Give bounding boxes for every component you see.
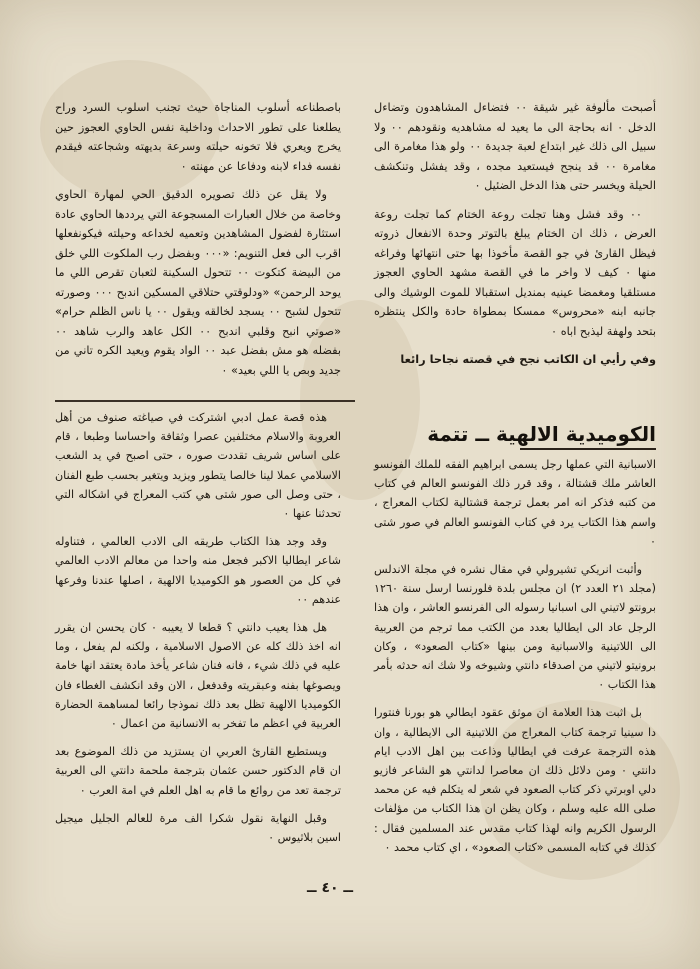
paragraph: وقد وجد هذا الكتاب طريقه الى الادب العالمي ، فتناوله شاعر ايطاليا الاكبر فجعل منه واحدا من معالم الادب العالمي في كل من العصور هو الكوميديا الالهية ، اصلها عندنا وفرعها عندهم ٠٠ [55, 535, 341, 606]
paragraph: الاسبانية التي عملها رجل يسمى ابراهيم الفقه للملك الفونسو العاشر ملك قشتالة ، وقد قرر ذلك الفونسو العالم في كتاب من كتبه فذكر انه امر بعمل ترجمة قشتالية لكتاب المعراج ، واسم هذا الكتاب يرد في كتاب الفونسو العالم في صور شتى ٠ [374, 458, 656, 548]
paragraph: وأثبت انريكي تشيرولي في مقال نشره في مجلة الاندلس (مجلد ٢١ العدد ٢) ان مجلس بلدة فلورنسا ارسل سنة ١٢٦٠ برونتو لاتيني الى اسبانيا رسوله الى الفرنسو العاشر ، وان هذا الرجل عاد الى ايطاليا بعدد من الكتب مما ترجم من العربية الى اللاتينية والاسبانية ومن بينها «كتاب الصعود» ، وكان برونيتو لاتيني من اصدقاء دانتي وشيوخه ولا شك انه حدثه بأمر هذا الكتاب ٠ [374, 563, 656, 692]
paragraph: هذه قصة عمل ادبي اشتركت في صياغته صنوف من أهل العروبة والاسلام مختلفين عصرا وثقافة واحساسا وطبعا ، قام على اساس شريف تقددت صوره ، حتى اصبح في يد الشعب الاسلامي عملا لينا خالصا يتطور ويزيد ويتغير بحسب طبع الفنان ، حتى وصل الى صور شتى هي كتب المعراج في اشكاله التي تحدثنا عنها ٠ [55, 411, 341, 521]
paragraph: وفي رأيي ان الكاتب نجح في قصته نجاحا رائعا [400, 353, 656, 366]
section-heading: الكوميدية الالهية ــ تتمة [427, 422, 656, 446]
paragraph: هل هذا يعيب دانتي ؟ قطعا لا يعيبه ٠ كان يحسن ان يقرر انه اخذ ذلك كله عن الاصول الاسلامية ، ولكنه لم يفعل ، وما عليه في ذلك شيء ، فانه فنان شاعر يأخذ مادة يعتقد انها خامة ويصوغها بفنه وعبقريته وقدفعل ، الان وقد انكشف الغطاء فان الكوميديا الالهية تظل بعد ذلك نموذجا رائعا لمساهمة الحضارة العربية في اعظم ما تفخر به الانسانية من اعمال ٠ [55, 621, 341, 731]
paragraph: باصطناعه أسلوب المناجاة حيث تجنب اسلوب السرد وراح يطلعنا على تطور الاحداث وداخلية نفس الحاوي العجوز حين يخرج ويعري فلا تخونه حيلته وسرعة بديهته وشجاعته فيقدم نفسه فداء لابنه ودفاعا عن مهنته ٠ [55, 101, 341, 173]
paragraph: ولا يقل عن ذلك تصويره الدقيق الحي لمهارة الحاوي وخاصة من خلال العبارات المسجوعة التي يرددها الحاوي عادة استثارة لفضول المشاهدين وتعميه لخداعه وحيلته فيكونفعلها اقرب الى فعل التنويم: «٠٠٠ وبفضل رب الملكوت اللي خلق من البيضة كتكوت ٠٠ تتحول السكينة لثعبان تقرص اللي ما يوحد الرحمن» «ودلوقتي حتلاقي المسكين اندبح ٠٠٠ وصورته تتحول لشبح ٠٠ يسجد لخالقه ويقول ٠٠ يا ناس الظلم حرام» «صوتي انبح وقلبي اندبح ٠٠ الكل عاهد والرب شاهد ٠٠ بفضله هو مش بفضل عبد ٠٠ الواد يقوم ويعيد الكره تاني من جديد وبص يا اللي بعيد» ٠ [55, 188, 341, 377]
left-column-top [55, 98, 341, 389]
page-number: ــ ٤٠ ــ [307, 880, 353, 896]
paragraph: ويستطيع القارئ العربي ان يستزيد من ذلك الموضوع بعد ان قام الدكتور حسن عثمان بترجمة ملحمة دانتي الى العربية ترجمة تعد من روائع ما قام به اهل العلم في امة العرب ٠ [55, 745, 341, 797]
section-divider [55, 400, 355, 402]
right-column-top [374, 98, 656, 379]
paragraph: بل اثبت هذا العلامة ان موثق عقود ايطالي هو بورنا فنتورا دا سينيا ترجمة كتاب المعراج من اللاتينية الى الايطالية ، وان هذه الترجمة عرفت في ايطاليا وذاعت بين اهل الادب ايام دانتي ٠ ومن دلائل ذلك ان معاصرا لدانتي هو الشاعر فازيو دلي اوبرتي ذكر كتاب الصعود في شعر له يتكلم فيه عن محمد صلى الله عليه وسلم ، وكان يظن ان هذا الكتاب من مؤلفات الرسول الكريم وانه لهذا كتاب مقدس عند المسلمين فقال : كذلك في كتابه المسمى «كتاب الصعود» ، اي كتاب محمد ٠ [374, 706, 656, 854]
left-column-bottom [55, 408, 341, 856]
paragraph: ٠٠ وقد فشل وهنا تجلت روعة الختام كما تجلت روعة العرض ، ذلك ان الختام يبلغ بالتوتر وحدة الانفعال ذروته فيظل القارئ في جو القصة مأخوذا بها حتى انتهائها وفراغه منها ٠ كيف لا واخر ما في القصة مشهد الحاوي العجوز مستلقيا ومغمضا عينيه بمنديل استقبالا للموت الوشيك والى جانبه ابنه «محروس» ممسكا بمطواة حادة والكل ينتظره بتحد ولهفة ليذبح اباه ٠ [374, 207, 656, 338]
paragraph: وقبل النهاية نقول شكرا الف مرة للعالم الجليل ميجيل اسين بلاثيوس ٠ [55, 811, 341, 845]
heading-underline [520, 448, 656, 450]
paragraph: أصبحت مألوفة غير شيقة ٠٠ فتضاءل المشاهدون وتضاءل الدخل ٠ انه بحاجة الى ما يعيد له مشاهديه ونقودهم ٠٠ ولا سبيل الى ذلك غير ابتداع لعبة جديدة ٠٠ ولو هذا مغامرة الى مغامرة ٠٠ قد ينجح فيستعيد مجده ، وقد يفشل وتنكشف الحيلة ويخسر حتى هذا الدخل الضئيل ٠ [374, 101, 657, 192]
right-column-bottom [374, 455, 656, 866]
